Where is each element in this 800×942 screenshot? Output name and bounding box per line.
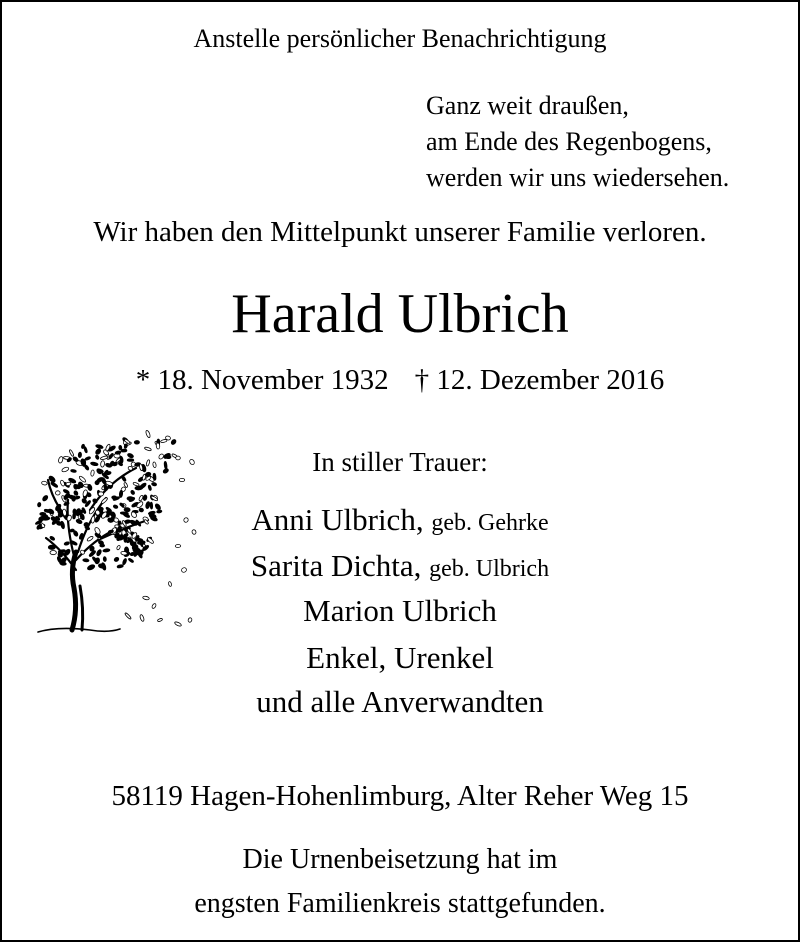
address: 58119 Hagen-Hohenlimburg, Alter Reher Weg 15 [111, 780, 689, 812]
closing-line: Die Urnenbeisetzung hat im [242, 844, 558, 875]
mourning-title: In stiller Trauer: [312, 447, 488, 477]
mourner-name: Enkel, Urenkel [306, 640, 494, 675]
deceased-name: Harald Ulbrich [231, 283, 569, 345]
mourner-name: Anni Ulbrich, [251, 502, 424, 537]
mourner-maiden-name: geb. Ulbrich [429, 556, 550, 582]
birth-date: * 18. November 1932 [135, 364, 389, 396]
intro-text: Wir haben den Mittelpunkt unserer Familie verloren. [93, 216, 707, 248]
mourner-name: Sarita Dichta, [250, 548, 422, 583]
poem [426, 88, 729, 196]
closing-line: engsten Familienkreis stattgefunden. [194, 888, 606, 919]
mourner-name: Marion Ulbrich [303, 593, 497, 628]
poem-line: Ganz weit draußen, [426, 91, 629, 120]
poem-line: werden wir uns wiedersehen. [426, 163, 730, 192]
mourner-line [2, 642, 798, 673]
mourner-maiden-name: geb. Gehrke [431, 510, 549, 536]
death-date: † 12. Dezember 2016 [414, 364, 665, 396]
header-text: Anstelle persönlicher Benachrichtigung [193, 24, 607, 53]
mourner-line [2, 686, 798, 717]
mourner-line [2, 595, 798, 626]
poem-line: am Ende des Regenbogens, [426, 127, 712, 156]
mourner-name: und alle Anverwandten [256, 684, 544, 719]
mourner-line [2, 550, 798, 581]
life-dates [2, 366, 798, 395]
mourner-line [2, 504, 798, 535]
